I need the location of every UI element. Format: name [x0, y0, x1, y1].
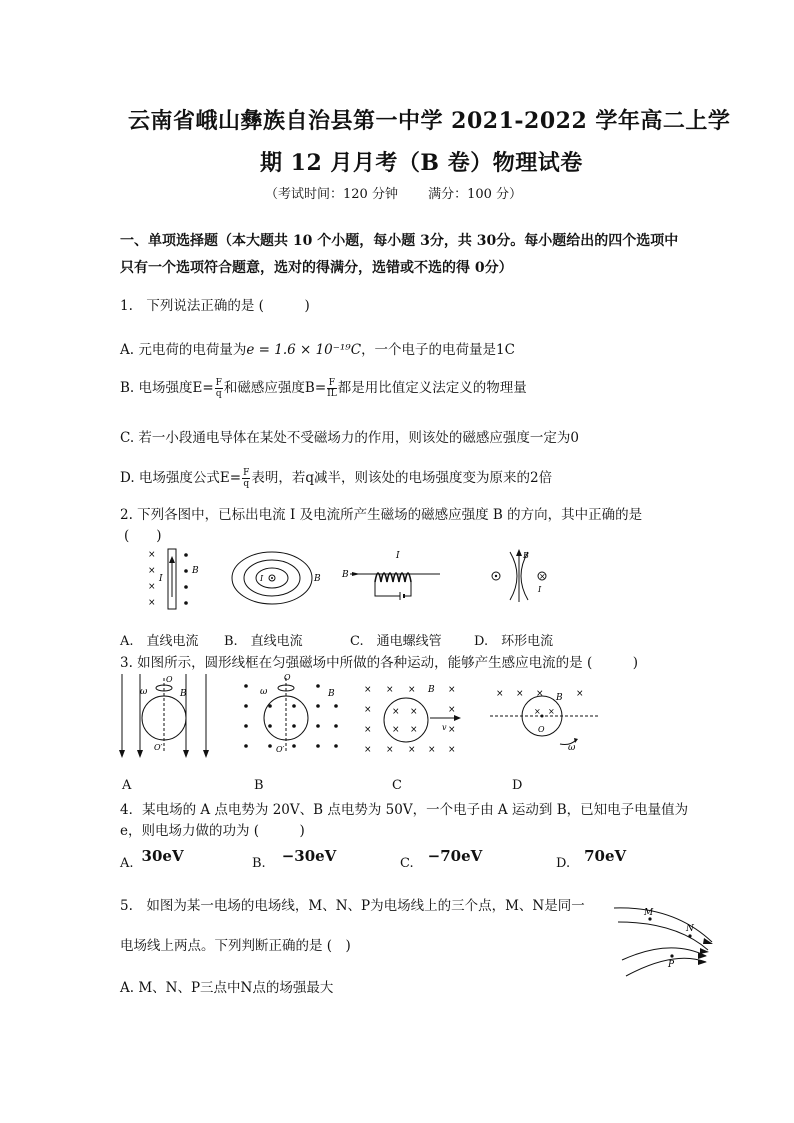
svg-text:×: ×	[548, 707, 555, 716]
q1-a-text-post: ，一个电子的电荷量是1C	[361, 342, 515, 358]
q1-a-formula: e = 1.6 × 10⁻¹⁹C	[246, 342, 362, 358]
svg-text:×: ×	[539, 572, 546, 581]
q4-option-c: $_{C.}$ −70eV	[400, 847, 483, 871]
svg-text:I: I	[260, 574, 264, 583]
svg-text:×: ×	[148, 598, 156, 608]
q2-option-c: C. 通电螺线管	[350, 634, 442, 649]
svg-text:O: O	[166, 675, 173, 684]
q3-label-c: C	[392, 778, 402, 793]
svg-text:×: ×	[428, 745, 436, 755]
point-P-label: P	[668, 960, 675, 970]
svg-text:×: ×	[148, 582, 156, 592]
svg-text:B: B	[314, 574, 321, 584]
q5-option-a: A. M、N、P三点中N点的场强最大	[120, 980, 334, 996]
svg-text:×: ×	[534, 707, 541, 716]
svg-text:B: B	[328, 689, 335, 699]
exam-info: （考试时间：120 分钟 满分：100 分）	[265, 187, 523, 202]
q4-option-b: $_{B.}$ −30eV	[252, 847, 337, 871]
svg-text:×: ×	[448, 705, 456, 715]
point-N-label: N	[686, 924, 694, 934]
svg-text:×: ×	[148, 550, 156, 560]
svg-text:B: B	[428, 685, 435, 695]
q4-option-d: $_{D.}$ 70eV	[556, 847, 627, 871]
title-line-2: 期 12 月月考（B 卷）物理试卷	[260, 150, 583, 176]
svg-text:I: I	[538, 585, 542, 594]
svg-text:×: ×	[576, 689, 584, 699]
fraction-F-over-IL: $\frac{F}{IL}$	[327, 378, 337, 399]
svg-text:ω: ω	[260, 687, 268, 697]
q1-stem: 1. 下列说法正确的是 ( )	[120, 298, 310, 314]
q1-b-text: B. 电场强度E=	[120, 380, 214, 396]
q2-figure-c	[340, 548, 450, 608]
q1-b-text-mid: 和磁感应强度B=	[223, 380, 327, 396]
svg-text:I: I	[396, 551, 400, 561]
section-heading-line-1: 一、单项选择题（本大题共 10 个小题，每小题 3分，共 30分。每小题给出的四个选项中	[120, 233, 679, 249]
q1-option-a	[120, 338, 515, 358]
svg-text:B: B	[342, 570, 349, 580]
fraction-F-over-q: $\frac{F}{q}$	[215, 378, 222, 399]
svg-text:×: ×	[448, 745, 456, 755]
q3-figure-a	[118, 672, 218, 762]
q5-field-lines-figure	[614, 900, 724, 990]
q4-option-a: $_{A.}$ 30eV	[120, 847, 184, 871]
q3-figure-b	[236, 672, 346, 762]
svg-text:×: ×	[392, 707, 400, 717]
svg-text:×: ×	[386, 685, 394, 695]
svg-text:ω: ω	[140, 687, 148, 697]
q5-stem-line-1: 5. 如图为某一电场的电场线，M、N、P为电场线上的三个点，M、N是同一	[120, 898, 585, 914]
svg-text:×: ×	[392, 725, 400, 735]
q3-label-d: D	[512, 778, 523, 793]
q4-stem-line-2: e，则电场力做的功为 ( )	[120, 823, 305, 839]
svg-text:×: ×	[386, 745, 394, 755]
svg-text:×: ×	[516, 689, 524, 699]
q1-d-text-post: 表明，若q减半，则该处的电场强度变为原来的2倍	[251, 470, 553, 486]
q3-label-b: B	[254, 778, 264, 793]
q2-figure-b	[230, 548, 320, 608]
title-line-1: 云南省峨山彝族自治县第一中学 2021-2022 学年高二上学	[128, 108, 731, 134]
svg-text:×: ×	[410, 725, 418, 735]
svg-text:B: B	[556, 693, 563, 703]
svg-text:×: ×	[364, 685, 372, 695]
q3-figure-d	[490, 684, 600, 764]
svg-text:B: B	[180, 689, 187, 699]
svg-text:×: ×	[410, 707, 418, 717]
fraction-F-over-q-d: $\frac{F}{q}$	[243, 468, 250, 489]
q2-stem-line-1: 2. 下列各图中，已标出电流 I 及电流所产生磁场的磁感应强度 B 的方向，其中正确的是	[120, 507, 643, 523]
svg-text:×: ×	[536, 689, 544, 699]
q1-a-text: A. 元电荷的电荷量为	[120, 342, 247, 358]
svg-text:O′: O′	[154, 743, 163, 752]
svg-text:O: O	[284, 673, 291, 682]
svg-text:O: O	[538, 725, 545, 734]
q5-stem-line-2: 电场线上两点。下列判断正确的是 ( )	[120, 938, 351, 954]
svg-text:×: ×	[448, 685, 456, 695]
field-label: B	[192, 566, 199, 576]
svg-text:×: ×	[496, 689, 504, 699]
svg-text:×: ×	[148, 566, 156, 576]
svg-text:B: B	[523, 551, 529, 560]
q4-stem-line-1: 4．某电场的 A 点电势为 20V、B 点电势为 50V，一个电子由 A 运动到 B，已知电子电量值为	[120, 802, 689, 818]
q3-label-a: A	[122, 778, 132, 793]
q1-option-d	[120, 466, 552, 489]
svg-text:×: ×	[448, 725, 456, 735]
svg-text:ω: ω	[568, 743, 576, 753]
q1-d-text: D. 电场强度公式E=	[120, 470, 242, 486]
q3-figure-c	[362, 680, 472, 760]
section-heading-line-2: 只有一个选项符合题意，选对的得满分，选错或不选的得 0分）	[120, 260, 513, 276]
svg-text:×: ×	[408, 685, 416, 695]
svg-text:×: ×	[364, 705, 372, 715]
svg-text:O′: O′	[276, 745, 285, 754]
svg-text:×: ×	[364, 725, 372, 735]
q2-figure-d	[480, 548, 560, 608]
q1-b-text-post: 都是用比值定义法定义的物理量	[337, 380, 527, 396]
q1-option-b	[120, 376, 527, 399]
q1-option-c: C. 若一小段通电导体在某处不受磁场力的作用，则该处的磁感应强度一定为0	[120, 430, 580, 446]
q3-stem: 3. 如图所示，圆形线框在匀强磁场中所做的各种运动，能够产生感应电流的是 ( )	[120, 655, 638, 671]
current-label: I	[159, 574, 163, 584]
q2-figure-a	[140, 545, 210, 615]
svg-text:×: ×	[364, 745, 372, 755]
q2-option-d: D. 环形电流	[474, 634, 554, 649]
point-M-label: M	[644, 908, 654, 918]
q2-stem-line-2: ( )	[124, 528, 162, 544]
svg-text:×: ×	[408, 745, 416, 755]
q2-option-b: B. 直线电流	[224, 634, 303, 649]
q2-option-a: A. 直线电流	[120, 634, 199, 649]
svg-text:v: v	[442, 723, 447, 732]
